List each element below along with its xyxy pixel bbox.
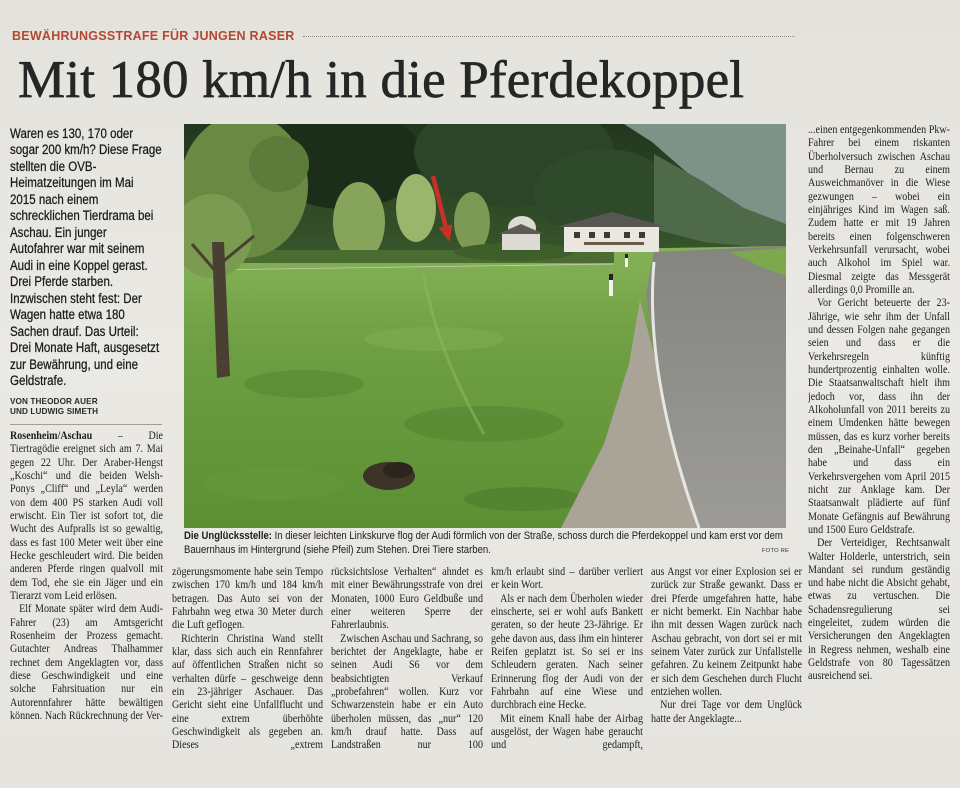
article-paragraph: Zwischen Aschau und Sachrang, so berichtet der Angeklagte, habe er seinen Audi S6 vor dem beabsichtigten Verkauf „probefahren“ wollen. Kurz vor Schwarzenstein habe er ein Auto überholen müssen, das „nur“ 120 km/h drauf hatte. Dass auf Landstraßen nur 100 xyxy=(331,632,483,752)
article-paragraph: km/h erlaubt sind – darüber verliert er kein Wort. xyxy=(491,566,643,592)
birch-tree xyxy=(454,192,490,252)
kicker-divider xyxy=(303,36,795,37)
photo-caption xyxy=(184,530,785,559)
lead-text: Waren es 130, 170 oder sogar 200 km/h? Diese Frage stellten die OVB-Heimatzeitungen im Mai 2015 nach einem schrecklichen Tierdrama bei Aschau. Ein junger Autofahrer war mit seinem Audi in eine Koppel gerast. Drei Pferde starben. Inzwischen steht fest: Der Wagen hatte etwa 180 Sachen drauf. Das Urteil: Drei Monate Haft, ausgesetzt zur Bewährung, und eine Geldstrafe. xyxy=(10,126,162,389)
article-paragraph: Mit einem Knall habe der Airbag ausgelöst, der Wagen habe geraucht und gedampft, xyxy=(491,712,643,752)
article-byline xyxy=(10,397,162,417)
article-paragraph: Als er nach dem Überholen wieder einscherte, sei er wohl aufs Bankett geraten, so der heute 23-Jährige. Er gehe davon aus, dass ihm ein hinterer Reifen geplatzt ist. So sei er ins Schleudern geraten. Nach seiner Erinnerung flog der Audi von der Fahrbahn auf eine Wiese und durchbrach eine Hecke. xyxy=(491,592,643,712)
photo-illustration xyxy=(184,124,786,528)
article-paragraph: ...einen entgegenkommenden Pkw-Fahrer bei einem riskanten Überholversuch zwischen Aschau und Bernau zu einem Ausweichmanöver in die Wiese gezwungen – wobei ein einjähriges Kind im Wagen saß. Zudem hatte er mit 19 Jahren bereits einen folgenschweren Verkehrsunfall verursacht, wobei auch Alkohol im Spiel war. Diesmal zeigte das Messgerät allerdings 0,0 Promille an. xyxy=(808,124,950,296)
delineator-post xyxy=(609,274,613,296)
grass-damage-hole xyxy=(363,462,415,490)
byline-line: UND LUDWIG SIMETH xyxy=(10,407,99,416)
article-column-6 xyxy=(808,124,950,768)
delineator-post xyxy=(625,254,628,267)
article-kicker: BEWÄHRUNGSSTRAFE FÜR JUNGEN RASER xyxy=(12,29,295,43)
caption-label: Die Unglücksstelle: xyxy=(184,530,272,542)
accident-site-photo xyxy=(184,124,786,528)
article-column-3 xyxy=(331,566,483,770)
article-paragraph: Der Verteidiger, Rechtsanwalt Walter Holderle, unterstrich, sein Mandant sei rundum geständig und habe nicht die Absicht gehabt, etwas zu vertuschen. Die Schadensregulierung sei eingeleitet, zudem würden die Versicherungen den Angeklagten in Regress nehmen, weshalb eine Geldstrafe von 80 Tagessätzen ausreichend sei. xyxy=(808,537,950,683)
byline-divider xyxy=(10,424,162,425)
article-paragraph: Elf Monate später wird dem Audi-Fahrer (23) am Amtsgericht Rosenheim der Prozess gemacht. Gutachter Andreas Thalhammer rechnet dem Angeklagten vor, dass diese Geschwindigkeit und eine solche Fahrsituation nur ein Autorennfahrer hätte bewältigen können. Nach Rückrechnung der Ver- xyxy=(10,603,163,722)
article-column-4 xyxy=(491,566,643,770)
article-paragraph: rücksichtslose Verhalten“ ahndet es mit einer Bewährungsstrafe von drei Monaten, 1000 Euro Geldbuße und einer weiteren Sperre der Fahrerlaubnis. xyxy=(331,566,483,632)
photo-credit: FOTO RE xyxy=(762,548,790,554)
article-paragraph: zögerungsmomente habe sein Tempo zwischen 170 km/h und 184 km/h betragen. Das Auto sei von der Fahrbahn weg etwa 30 Meter durch die Luft geflogen. xyxy=(172,566,323,632)
article-paragraph: Vor Gericht beteuerte der 23-Jährige, wie sehr ihm der Unfall und dessen Folgen nahe gegangen seien und dass er die Verkehrsregeln künftig hundertprozentig einhalten wolle. Die Staatsanwaltschaft hielt ihm jedoch vor, dass ihn der Alkoholunfall von 2011 bereits zu einem Umdenken hätte bewegen müssen, das es kurz vorher bereits den „Beinahe-Unfall“ gegeben habe und dass ein Verkehrsvergehen vom April 2015 nicht zur Anklage kam. Der Staatsanwalt plädierte auf fünf Monate Gefängnis auf Bewährung und 1500 Euro Geldstrafe. xyxy=(808,297,950,536)
caption-text: In dieser leichten Linkskurve flog der Audi förmlich von der Straße, schoss durch die Pferdekoppel und kam erst vor dem Bauernhaus im Hintergrund (siehe Pfeil) zum Stehen. Drei Tiere starben. xyxy=(184,530,783,556)
dateline: Rosenheim/Aschau xyxy=(10,430,93,442)
birch-tree xyxy=(396,174,436,242)
paragraph-text: – Die Tiertragödie ereignet sich am 7. Mai gegen 22 Uhr. Der Araber-Hengst „Koschi“ und die beiden Welsh-Ponys „Cliff“ und „Leyla“ werden von dem 400 PS starken Audi voll erwischt. Ein Tier ist sofort tot, die Wucht des Aufpralls ist so gewaltig, dass es fast 100 Meter weit über eine Hecke geschleudert wird. Die beiden anderen Pferde ringen qualvoll mit dem Tod, ehe sie ein Jäger und ein Tierarzt vom Leid erlösen. xyxy=(10,430,163,602)
grass-patch xyxy=(364,327,504,351)
article-paragraph: Nur drei Tage vor dem Unglück hatte der Angeklagte... xyxy=(651,699,802,725)
grass-patch xyxy=(244,370,364,398)
article-paragraph: aus Angst vor einer Explosion sei er zurück zur Straße gewankt. Dass er drei Pferde umgefahren hatte, habe er nicht bemerkt. Ein Nachbar habe ihn mit dessen Wagen zurück nach Aschau gebracht, von dort sei er mit seinem Vater zurück zur Unfallstelle gefahren. Zu keinem Zeitpunkt habe er sich dem Geschehen durch Flucht entziehen wollen. xyxy=(651,566,802,698)
article-headline: Mit 180 km/h in die Pferdekoppel xyxy=(18,51,745,109)
article-column-5 xyxy=(651,566,802,770)
article-column-1 xyxy=(10,430,163,764)
article-lead xyxy=(10,126,162,390)
grass-patch xyxy=(464,487,584,511)
grass-patch xyxy=(404,406,564,442)
byline-line: VON THEODOR AUER xyxy=(10,397,98,406)
article-column-2 xyxy=(172,566,323,770)
article-paragraph xyxy=(10,430,163,603)
article-paragraph: Richterin Christina Wand stellt klar, dass sich auch ein Rennfahrer auf öffentlichen Straßen nicht so verhalten dürfe – geschweige denn ein 23-jähriger Aschauer. Das Gericht sieht eine Unfallflucht und eine extrem überhöhte Geschwindigkeit als gegeben an. Dieses „extrem xyxy=(172,632,323,752)
grass-patch xyxy=(204,468,344,500)
